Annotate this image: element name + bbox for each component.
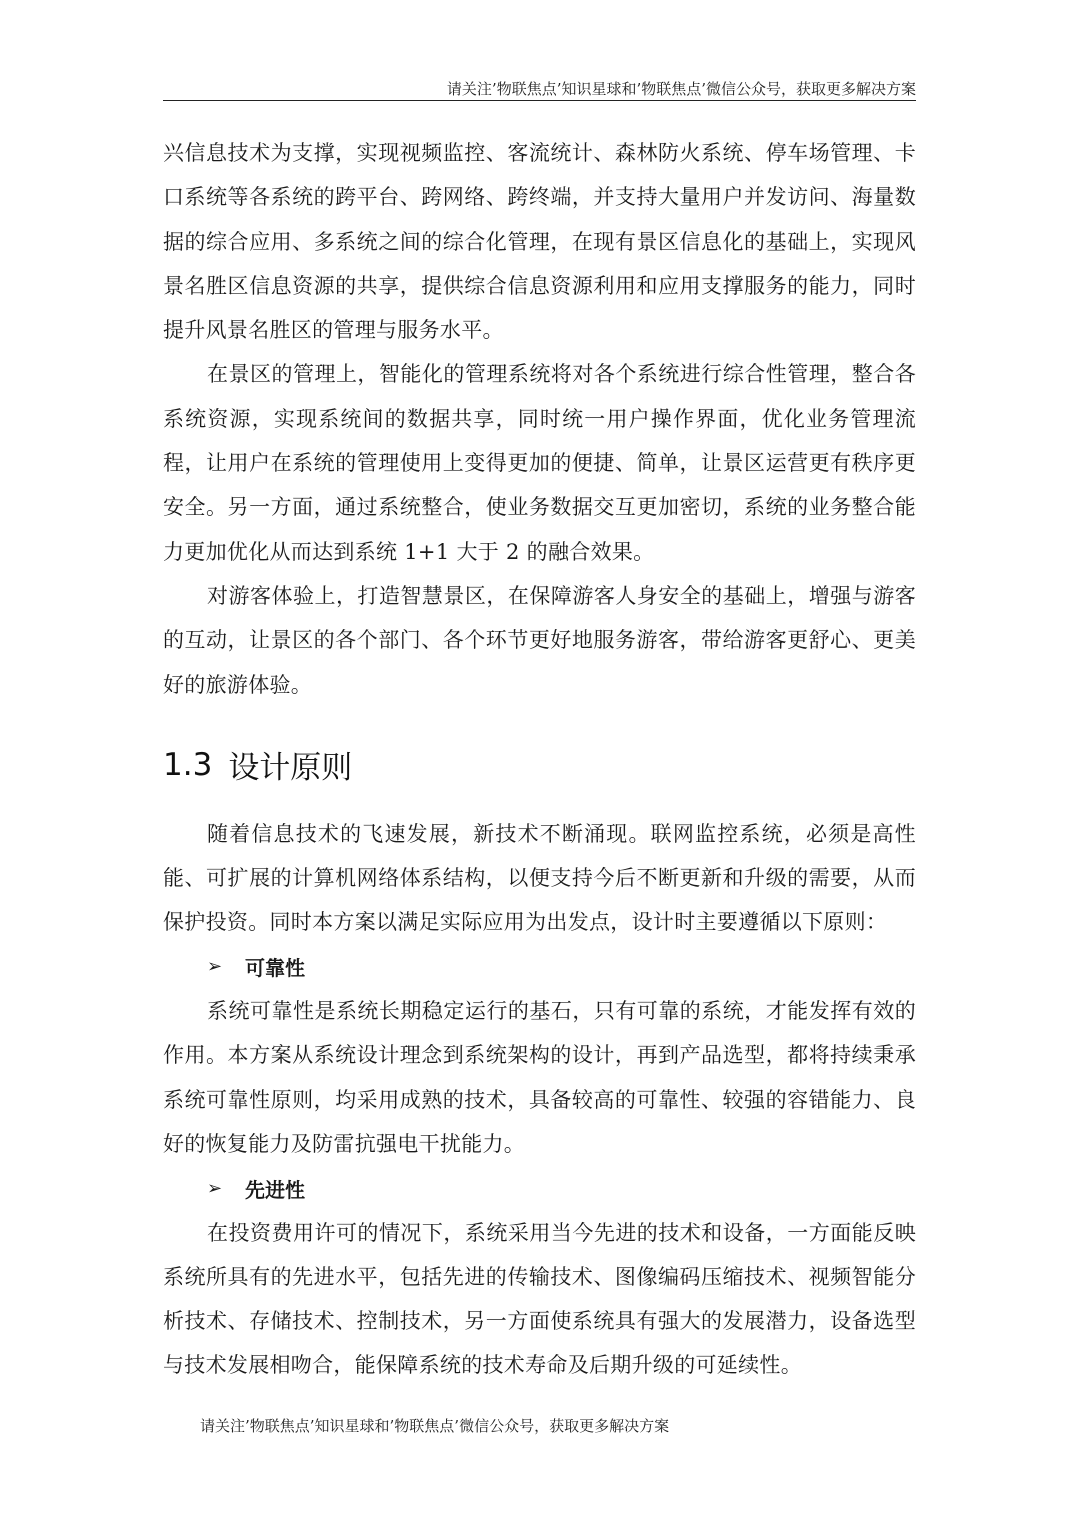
- paragraph-continued: 兴信息技术为支撑，实现视频监控、客流统计、森林防火系统、停车场管理、卡口系统等各系统的跨平台、跨网络、跨终端，并支持大量用户并发访问、海量数据的综合应用、多系统之间的综合化管理，在现有景区信息化的基础上，实现风景名胜区信息资源的共享，提供综合信息资源利用和应用支撑服务的能力，同时提升风景名胜区的管理与服务水平。: [163, 141, 916, 343]
- section-number: 1.3: [163, 746, 213, 783]
- section-heading: [163, 730, 916, 800]
- principle-heading-advanced: [163, 1166, 916, 1210]
- section-intro: 随着信息技术的飞速发展，新技术不断涌现。联网监控系统，必须是高性能、可扩展的计算机网络体系结构，以便支持今后不断更新和升级的需要，从而保护投资。同时本方案以满足实际应用为出发点，设计时主要遵循以下原则：: [163, 821, 916, 935]
- arrow-bullet-icon: ➢: [207, 956, 223, 978]
- principle-title: 先进性: [245, 1177, 305, 1202]
- section-title: 设计原则: [228, 750, 353, 787]
- document-body: [163, 131, 916, 1388]
- principle-text-reliability: 系统可靠性是系统长期稳定运行的基石，只有可靠的系统，才能发挥有效的作用。本方案从系统设计理念到系统架构的设计，再到产品选型，都将持续秉承系统可靠性原则，均采用成熟的技术，具备较高的可靠性、较强的容错能力、良好的恢复能力及防雷抗强电干扰能力。: [163, 999, 916, 1156]
- principle-text-advanced: 在投资费用许可的情况下，系统采用当今先进的技术和设备，一方面能反映系统所具有的先进水平，包括先进的传输技术、图像编码压缩技术、视频智能分析技术、存储技术、控制技术，另一方面使系统具有强大的发展潜力，设备选型与技术发展相吻合，能保障系统的技术寿命及后期升级的可延续性。: [163, 1220, 916, 1378]
- page-footer: 请关注’物联焦点’知识星球和’物联焦点’微信公众号，获取更多解决方案: [200, 1417, 670, 1435]
- paragraph-visitor-experience: 对游客体验上，打造智慧景区，在保障游客人身安全的基础上，增强与游客的互动，让景区的各个部门、各个环节更好地服务游客，带给游客更舒心、更美好的旅游体验。: [163, 583, 916, 697]
- principle-heading-reliability: [163, 945, 916, 989]
- page-header: 请关注’物联焦点’知识星球和’物联焦点’微信公众号，获取更多解决方案: [446, 80, 916, 98]
- principle-title: 可靠性: [245, 956, 305, 981]
- arrow-bullet-icon: ➢: [207, 1177, 223, 1199]
- paragraph-management: 在景区的管理上，智能化的管理系统将对各个系统进行综合性管理，整合各系统资源，实现系统间的数据共享，同时统一用户操作界面，优化业务管理流程，让用户在系统的管理使用上变得更加的便捷、简单，让景区运营更有秩序更安全。另一方面，通过系统整合，使业务数据交互更加密切，系统的业务整合能力更加优化从而达到系统 1+1 大于 2 的融合效果。: [163, 362, 916, 564]
- header-divider: [163, 100, 916, 101]
